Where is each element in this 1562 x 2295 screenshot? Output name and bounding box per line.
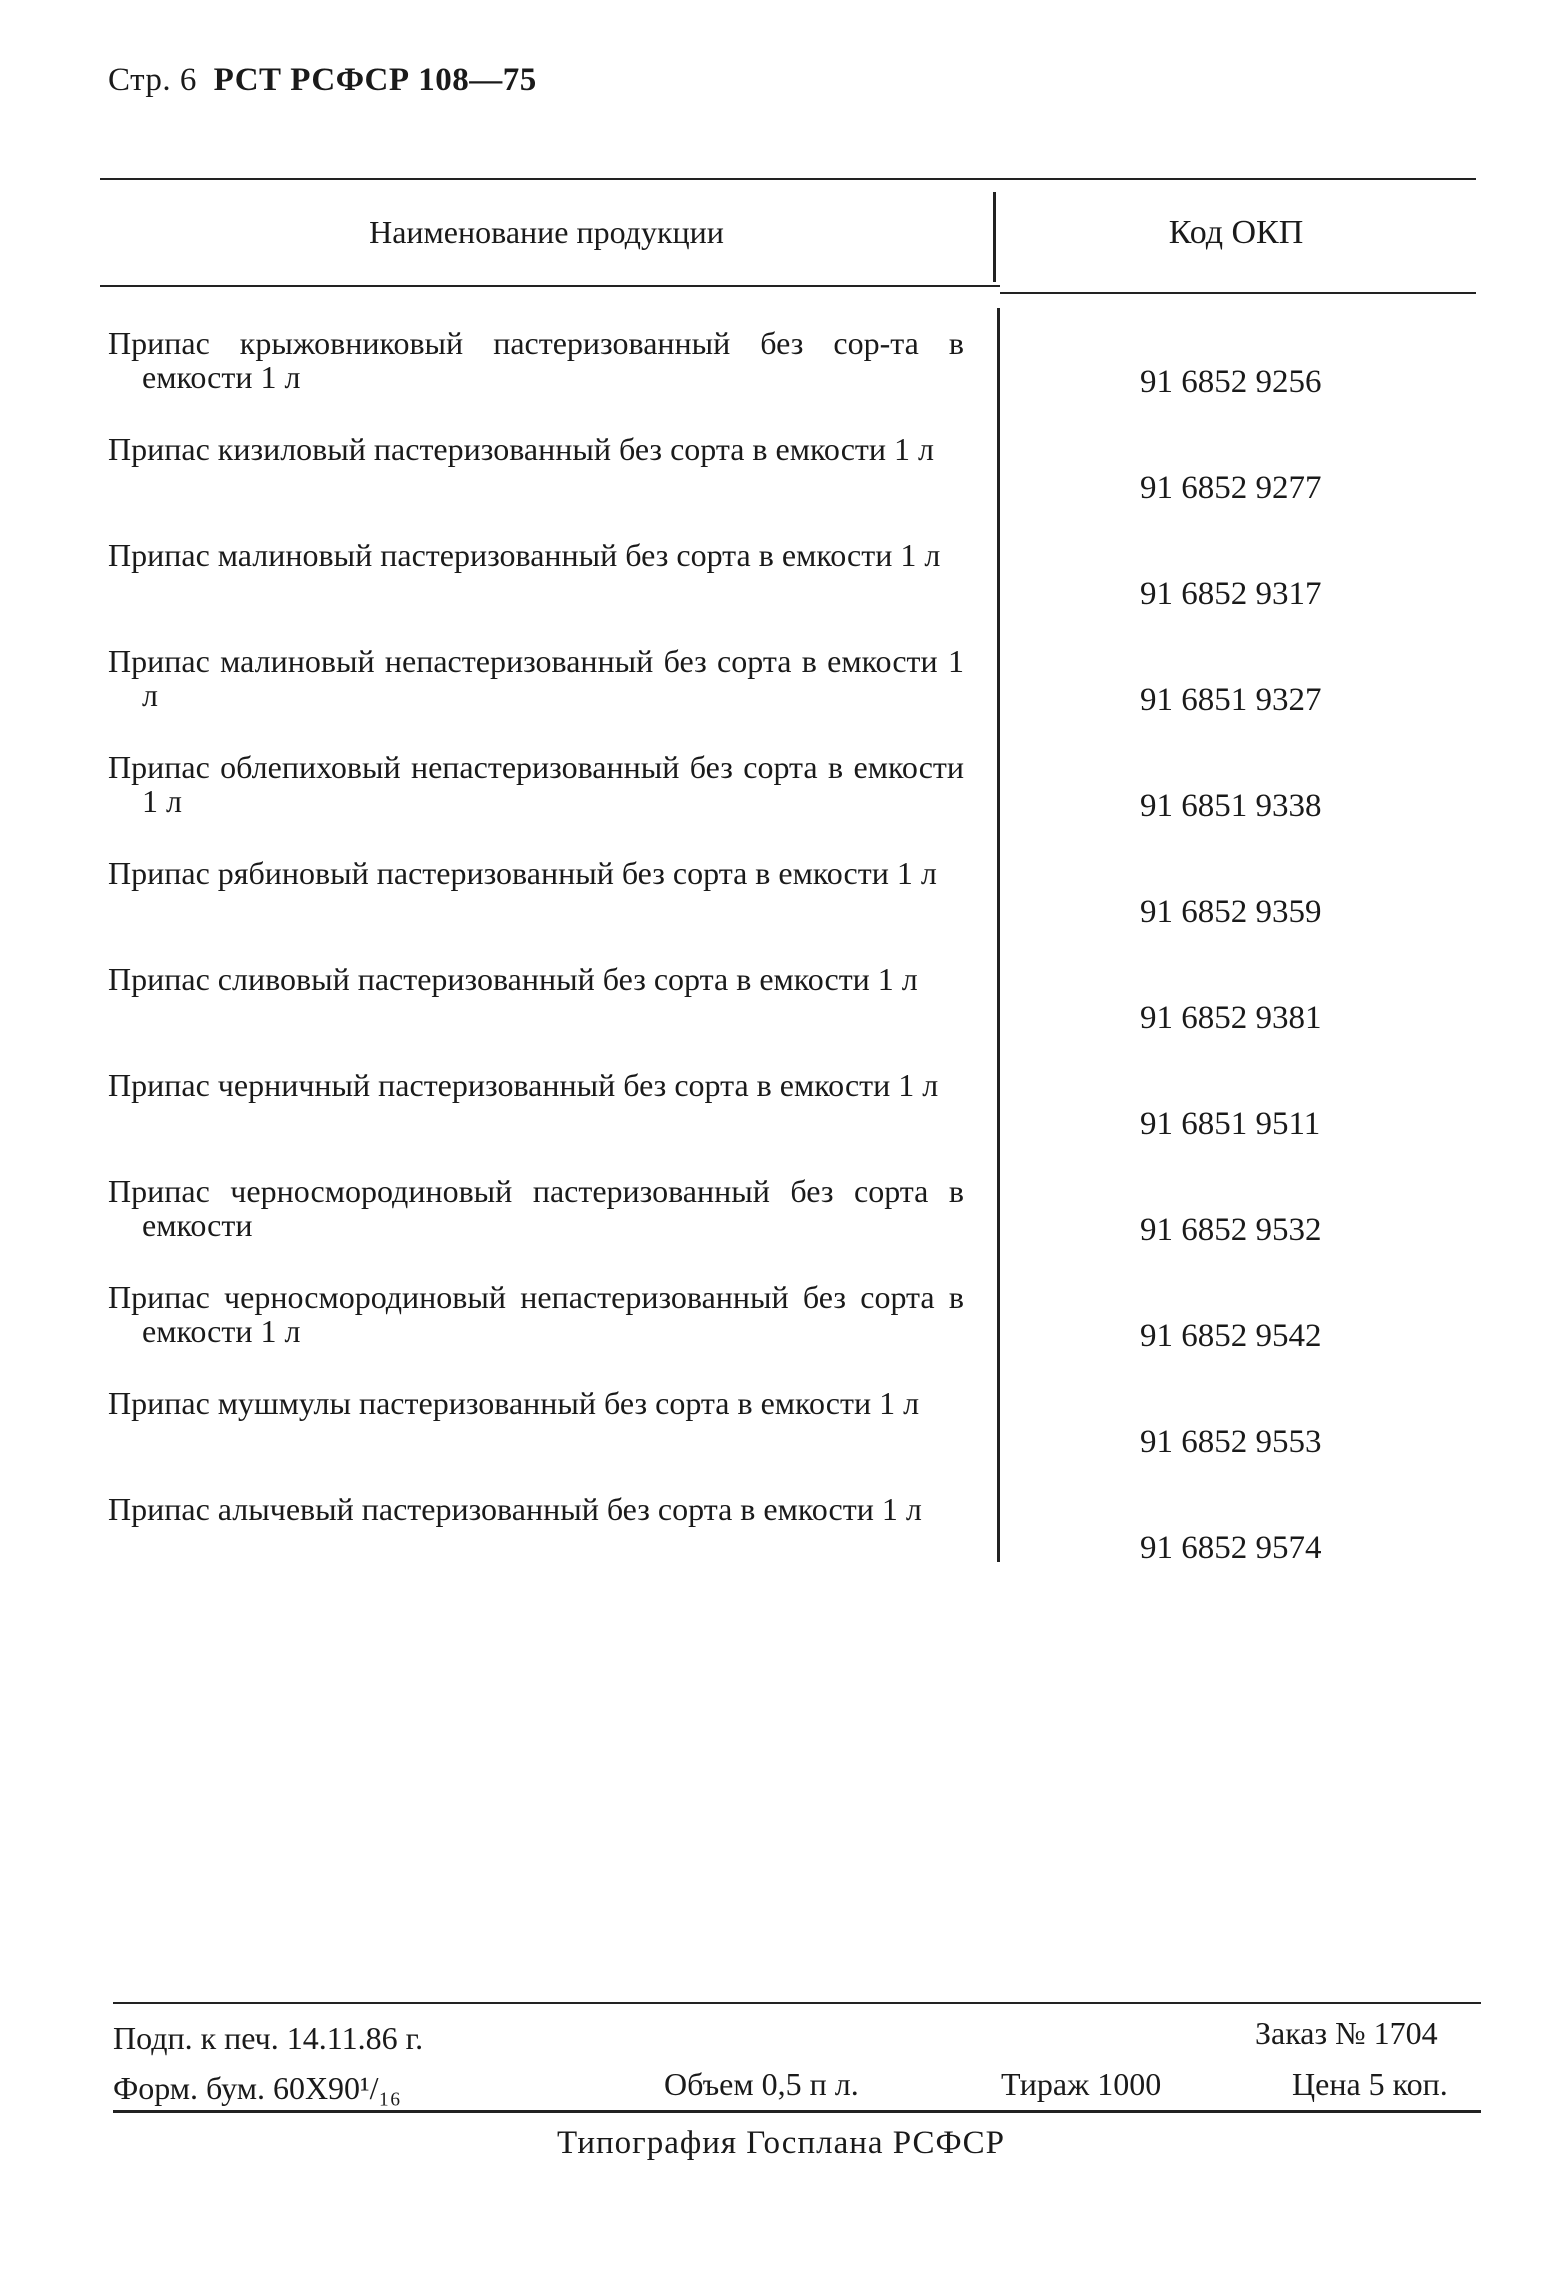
okp-code: 91 6851 9338 [1140,788,1322,824]
product-name: Припас рябиновый пастеризованный без сорта в емкости 1 л [108,855,937,891]
product-name: Припас мушмулы пастеризованный без сорта в емкости 1 л [108,1385,920,1421]
table-row [100,962,1476,1068]
okp-code: 91 6851 9327 [1140,682,1322,718]
printing-house: Типография Госплана РСФСР [557,2125,1005,2161]
table-row [100,1174,1476,1280]
product-name: Припас кизиловый пастеризованный без сорта в емкости 1 л [108,431,934,467]
table-row [100,1492,1476,1598]
table-row [100,1068,1476,1174]
okp-code: 91 6852 9256 [1140,364,1322,400]
product-name: Припас малиновый непастеризованный без сорта в емкости 1 л [108,643,964,713]
table-row [100,538,1476,644]
imprint-price: Цена 5 коп. [1292,2066,1448,2102]
okp-code: 91 6852 9277 [1140,470,1322,506]
product-name: Припас сливовый пастеризованный без сорта в емкости 1 л [108,961,918,997]
product-name: Припас алычевый пастеризованный без сорта в емкости 1 л [108,1491,922,1527]
imprint-circulation: Тираж 1000 [1001,2066,1162,2102]
table-row [100,644,1476,750]
imprint-volume: Объем 0,5 п л. [664,2066,859,2102]
table-row [100,750,1476,856]
product-name: Припас черничный пастеризованный без сорта в емкости 1 л [108,1067,939,1103]
okp-code: 91 6852 9553 [1140,1424,1322,1460]
okp-code: 91 6852 9359 [1140,894,1322,930]
imprint-paper-format: Форм. бум. 60X90¹/₁₆ [113,2070,401,2106]
standard-code: РСТ РСФСР 108—75 [213,62,537,98]
header-bottom-rule-right [1000,292,1476,294]
product-name: Припас черносмородиновый непастеризованный без сорта в емкости 1 л [108,1279,964,1349]
imprint-order-number: Заказ № 1704 [1255,2015,1438,2051]
product-name: Припас малиновый пастеризованный без сорта в емкости 1 л [108,537,941,573]
table-body [100,326,1476,1598]
okp-code: 91 6852 9317 [1140,576,1322,612]
column-header-name: Наименование продукции [369,214,724,250]
header-bottom-rule-left [100,285,1000,287]
okp-code: 91 6852 9381 [1140,1000,1322,1036]
table-row [100,1386,1476,1492]
imprint-signed-date: Подп. к печ. 14.11.86 г. [113,2020,424,2056]
product-name: Припас крыжовниковый пастеризованный без сор-та в емкости 1 л [108,325,964,395]
table-row [100,326,1476,432]
okp-code: 91 6852 9532 [1140,1212,1322,1248]
column-header-code: Код ОКП [1168,214,1304,251]
table-top-rule [100,178,1476,180]
okp-code: 91 6851 9511 [1140,1106,1321,1142]
page-header [108,62,537,99]
imprint-top-rule [113,2002,1481,2004]
page-number: Стр. 6 [108,62,197,98]
imprint-bottom-rule [113,2110,1481,2113]
okp-code: 91 6852 9574 [1140,1530,1322,1566]
table-row [100,856,1476,962]
table-row [100,432,1476,538]
okp-code: 91 6852 9542 [1140,1318,1322,1354]
table-row [100,1280,1476,1386]
product-name: Припас черносмородиновый пастеризованный без сорта в емкости [108,1173,964,1243]
product-name: Припас облепиховый непастеризованный без сорта в емкости 1 л [108,749,964,819]
